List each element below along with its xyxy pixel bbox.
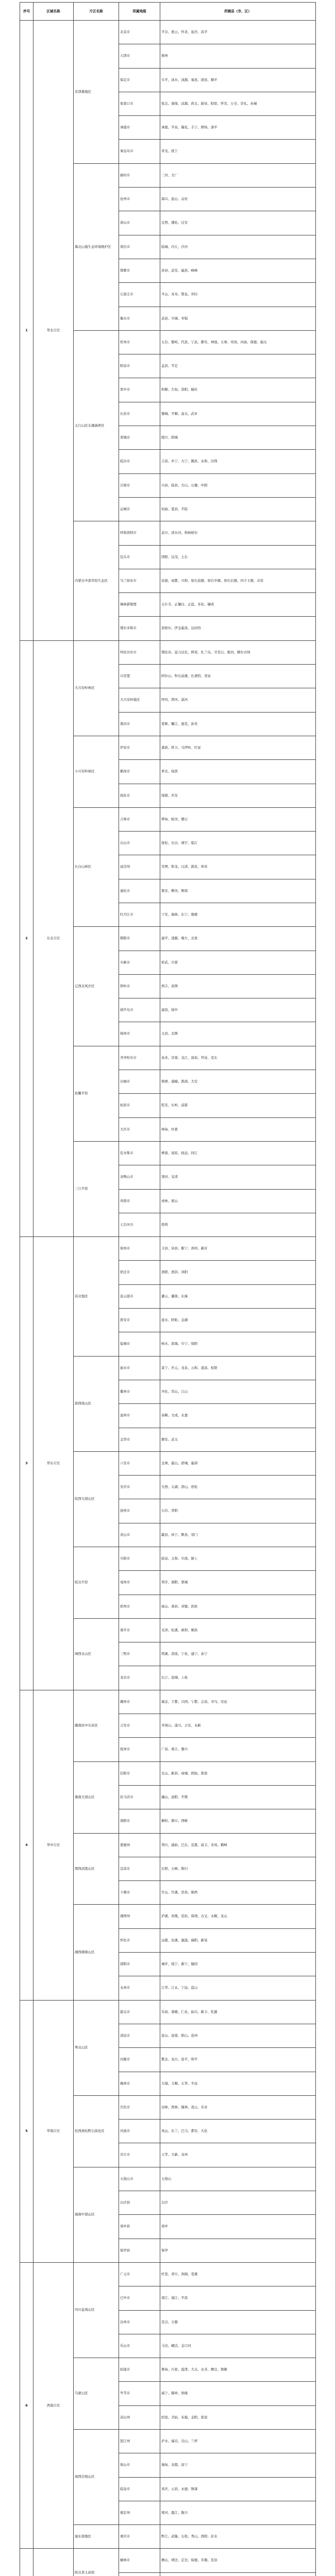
prefecture-cell: 永州市 (119, 1976, 160, 2000)
county-list-cell: 和顺、左权、昔阳、榆社 (160, 378, 316, 402)
county-list-cell: 景宁、庆元、龙泉、云和、遂昌、松阳 (160, 1356, 316, 1380)
subregion-name: 内蒙古中部草原生态区 (74, 521, 119, 640)
county-list-cell: 勃利 (160, 1213, 316, 1236)
prefecture-cell: 运城市 (119, 497, 160, 521)
county-list-cell: 磐安、武义 (160, 1428, 316, 1451)
prefecture-cell: 保亭县 (119, 2239, 160, 2262)
county-list-cell: 紫金、龙川、连平、和平 (160, 2048, 316, 2072)
county-list-cell: 宁安、海林、东宁、穆棱 (160, 903, 316, 926)
prefecture-cell: 韶关市 (119, 2000, 160, 2024)
county-list-cell: 抚松、长白、靖宇、临江 (160, 832, 316, 855)
county-list-cell: 田林、西林、隆林、凌云、乐业 (160, 2095, 316, 2119)
county-list-cell: 萝北、绥滨 (160, 760, 316, 784)
county-list-cell: 横山、靖边、定边、绥德、米脂、佳县 (160, 2549, 316, 2572)
prefecture-cell: 德宏州 (119, 2501, 160, 2524)
county-list-cell: 长汀、连城、上杭 (160, 1666, 316, 1690)
prefecture-cell: 巴中市 (119, 2286, 160, 2310)
prefecture-cell: 吕梁市 (119, 473, 160, 497)
county-list-cell: 石台、青阳 (160, 1499, 316, 1523)
county-list-cell: 岳西、太湖、潜山、宿松 (160, 1476, 316, 1499)
prefecture-cell: 包头市 (119, 545, 160, 569)
prefecture-cell: 保山市 (119, 2453, 160, 2477)
prefecture-cell: 廊坊市 (119, 163, 160, 187)
prefecture-cell: 吉林市 (119, 807, 160, 831)
prefecture-cell: 怒江州 (119, 2429, 160, 2453)
prefecture-cell: 白城市 (119, 1070, 160, 1094)
region-seq: 5 (20, 2000, 34, 2262)
subregion-name: 豫南大别山区 (74, 1761, 119, 1833)
prefecture-cell: 十堰市 (119, 1881, 160, 1905)
county-list-cell: 五指山 (160, 2167, 316, 2191)
county-list-cell: 泸水、福贡、贡山、兰坪 (160, 2429, 316, 2453)
county-list-cell: 江华、江永、宁远、蓝山 (160, 1976, 316, 2000)
header-pref: 所属地级 (119, 3, 160, 21)
county-list-cell: 长阳、五峰、秭归 (160, 1857, 316, 1880)
county-list-cell: 沅陵、辰溪、溆浦、麻阳、新晃 (160, 1928, 316, 1952)
table-row (20, 21, 316, 44)
prefecture-cell: 亳州市 (119, 1571, 160, 1595)
prefecture-cell: 昭通市 (119, 2358, 160, 2382)
county-list-cell: 五台、繁峙、代县、宁武、静乐、神池、五寨、岢岚、河曲、保德、偏关 (160, 330, 316, 354)
prefecture-cell: 承德市 (119, 116, 160, 140)
county-list-cell: 桐柏、淅川、西峡 (160, 1809, 316, 1833)
prefecture-cell: 七台河市 (119, 1213, 160, 1236)
county-list-cell: 武川、清水河、和林格尔 (160, 521, 316, 545)
table-body (20, 21, 316, 2576)
county-list-cell: 承德、平泉、隆化、丰宁、围场、滦平 (160, 116, 316, 140)
prefecture-cell: 晋城市 (119, 426, 160, 450)
county-list-cell: 鲁甸、巧家、盐津、大关、永善、彝良、镇雄 (160, 2358, 316, 2382)
county-list-cell: 梁河、盈江、陇川 (160, 2501, 316, 2524)
prefecture-cell: 白沙县 (119, 2191, 160, 2215)
county-list-cell: 张北、康保、沽源、尚义、蔚县、阳原、怀安、万全、崇礼、赤城 (160, 92, 316, 115)
subregion-name: 滇西边境山区 (74, 2429, 119, 2524)
county-list-cell: 凤庆、云县、永德、镇康 (160, 2477, 316, 2501)
prefecture-cell: 怀化市 (119, 1928, 160, 1952)
region-name: 华中片区 (34, 1690, 74, 2000)
county-list-cell: 天等、大新、龙州 (160, 2143, 316, 2167)
region-name: 西南片区 (34, 2262, 74, 2549)
county-list-cell: 凤山、东兰、巴马、都安、大化 (160, 2120, 316, 2143)
county-list-cell: 泰来、甘南、龙江、富裕、拜泉、克东 (160, 1046, 316, 1070)
region-name: 华东片区 (34, 1237, 74, 1690)
prefecture-cell: 葫芦岛市 (119, 998, 160, 1022)
county-list-cell: 彰武、阜蒙 (160, 951, 316, 974)
prefecture-cell: 通化市 (119, 879, 160, 903)
county-list-cell: 垣曲、夏县、平陆 (160, 497, 316, 521)
table-header-row (20, 3, 316, 21)
county-list-cell: 鄂伦春、莫力达瓦、阿荣、扎兰屯、牙克石、根河、额尔古纳 (160, 640, 316, 664)
subregion-name: 桂西滇桂黔石漠化区 (74, 2095, 119, 2167)
county-list-cell: 陵川、阳城 (160, 426, 316, 450)
prefecture-cell: 金华市 (119, 1428, 160, 1451)
county-list-cell: 集安、柳河、辉南 (160, 879, 316, 903)
county-list-cell: 光山、新县、商城、固始、淮滨 (160, 1761, 316, 1785)
county-list-cell: 城步、绥宁、新宁、隆回 (160, 1953, 316, 1976)
prefecture-cell: 重庆市 (119, 2525, 160, 2549)
county-list-cell: 旺苍、青川、剑阁、苍溪 (160, 2262, 316, 2286)
header-cnty: 所辖县（市、区） (160, 3, 316, 21)
prefecture-cell: 牡丹江市 (119, 903, 160, 926)
county-list-cell: 平山、灵寿、赞皇、井陉 (160, 283, 316, 307)
prefecture-cell: 邵阳市 (119, 1953, 160, 1976)
county-list-cell: 嘉荫、铁力、乌伊岭、红星 (160, 736, 316, 759)
county-list-cell: 呼玛、塔河、漠河 (160, 688, 316, 712)
prefecture-cell: 秦皇岛市 (119, 140, 160, 163)
county-list-cell: 蓟州 (160, 44, 316, 68)
subregion-name: 海南中部山区 (74, 2167, 119, 2262)
prefecture-cell: 南平市 (119, 1618, 160, 1642)
prefecture-cell: 徐州市 (119, 1237, 160, 1261)
table-row (20, 2000, 316, 2024)
prefecture-cell: 唐山市 (119, 211, 160, 235)
header-region: 区域名称 (34, 3, 74, 21)
prefecture-cell: 湘西州 (119, 1905, 160, 1928)
prefecture-cell: 白山市 (119, 832, 160, 855)
subregion-name: 湘西湘南山区 (74, 1905, 119, 2000)
prefecture-cell: 榆林市 (119, 2549, 160, 2572)
region-seq: 2 (20, 640, 34, 1236)
county-list-cell: 乐昌、南雄、仁化、始兴、新丰、乳源 (160, 2000, 316, 2024)
prefecture-cell: 恩施州 (119, 1833, 160, 1857)
county-list-cell: 吉县、乡宁、大宁、隰县、永和、汾西 (160, 450, 316, 473)
county-list-cell: 固阳、达茂、土右 (160, 545, 316, 569)
county-list-cell: 涟水、盱眙、金湖 (160, 1309, 316, 1332)
county-list-cell: 泰顺、文成、永嘉 (160, 1404, 316, 1428)
prefecture-cell: 朝阳市 (119, 927, 160, 951)
county-list-cell: 光泽、松溪、政和、顺昌 (160, 1618, 316, 1642)
subregion-name: 四川盆周山区 (74, 2262, 119, 2358)
prefecture-cell: 连云港市 (119, 1284, 160, 1308)
prefecture-cell: 晋中市 (119, 378, 160, 402)
prefecture-cell: 呼和浩特市 (119, 521, 160, 545)
prefecture-cell: 黄山市 (119, 1523, 160, 1547)
subregion-name: 太行山区水源涵养区 (74, 330, 119, 521)
prefecture-cell: 河源市 (119, 2048, 160, 2072)
county-list-cell: 兴县、临县、方山、石楼、中阳 (160, 473, 316, 497)
prefecture-cell: 绥化市 (119, 784, 160, 807)
prefecture-cell: 伊春市 (119, 736, 160, 759)
county-list-cell: 泸溪、凤凰、花垣、保靖、古丈、永顺、龙山 (160, 1905, 316, 1928)
county-list-cell: 阿尔山、科右前旗、扎赉特、突泉 (160, 665, 316, 688)
county-list-cell: 迁西、遵化、迁安 (160, 211, 316, 235)
county-list-cell: 爱辉、嫩江、逊克、孙吴 (160, 712, 316, 736)
prefecture-cell: 温州市 (119, 1404, 160, 1428)
subregion-name: 赣南原中央苏区 (74, 1690, 119, 1761)
prefecture-cell: 沧州市 (119, 188, 160, 211)
county-list-cell: 准格尔、伊金霍洛、达拉特 (160, 617, 316, 640)
prefecture-cell: 阜新市 (119, 951, 160, 974)
county-list-cell: 灌云、灌南、东海 (160, 1284, 316, 1308)
subregion-name: 鄂西武陵山区 (74, 1833, 119, 1905)
county-list-cell: 武邑、阜城、枣强 (160, 307, 316, 330)
county-list-cell: 镇赉、通榆、洮南、大安 (160, 1070, 316, 1094)
prefecture-cell: 邢台市 (119, 235, 160, 259)
table-row (20, 1690, 316, 1714)
prefecture-cell: 安庆市 (119, 1476, 160, 1499)
region-name: 华北片区 (34, 21, 74, 641)
county-list-cell: 桦南、汤原、抚远、同江 (160, 1141, 316, 1165)
prefecture-cell: 临汾市 (119, 450, 160, 473)
region-name: 东北片区 (34, 640, 74, 1236)
prefecture-cell: 淮安市 (119, 1309, 160, 1332)
county-list-cell: 保亭 (160, 2239, 316, 2262)
prefecture-cell: 佳木斯市 (119, 1141, 160, 1165)
prefecture-cell: 盐城市 (119, 1332, 160, 1356)
subregion-name: 乌蒙山区 (74, 2358, 119, 2430)
prefecture-cell: 锦州市 (119, 1022, 160, 1046)
prefecture-cell: 邯郸市 (119, 259, 160, 282)
county-list-cell: 响水、滨海、阜宁、射阳 (160, 1332, 316, 1356)
county-list-cell: 确山、泌阳、平舆 (160, 1785, 316, 1809)
prefecture-cell: 鹤岗市 (119, 760, 160, 784)
prefecture-cell: 南阳市 (119, 1809, 160, 1833)
prefecture-cell: 双鸭山市 (119, 1165, 160, 1189)
county-list-cell: 井冈山、遂川、万安、永新 (160, 1714, 316, 1738)
county-list-cell: 乾安、长岭、前郭 (160, 1094, 316, 1117)
table-row (20, 1237, 316, 1261)
county-list-cell: 南江、通江、平昌 (160, 2286, 316, 2310)
county-list-cell: 平谷、密云、怀柔、延庆、昌平 (160, 21, 316, 44)
subregion-name: 冀北山地生态环境维护区 (74, 163, 119, 330)
subregion-name: 陕北黄土高原 (74, 2549, 119, 2576)
prefecture-cell: 张家口市 (119, 92, 160, 115)
prefecture-cell: 兴安盟 (119, 665, 160, 688)
region-table (20, 2, 316, 2576)
prefecture-cell: 池州市 (119, 1499, 160, 1523)
county-list-cell: 绥棱、庆安 (160, 784, 316, 807)
prefecture-cell: 黑河市 (119, 712, 160, 736)
prefecture-cell: 铁岭市 (119, 974, 160, 998)
subregion-name: 长白山林区 (74, 807, 119, 926)
prefecture-cell: 丽水市 (119, 1356, 160, 1380)
county-list-cell: 瑞金、于都、兴国、宁都、会昌、寻乌、安远 (160, 1690, 316, 1714)
header-sub: 片区名称 (74, 3, 119, 21)
county-list-cell: 大埔、丰顺、五华、平远 (160, 2072, 316, 2095)
prefecture-cell: 齐齐哈尔市 (119, 1046, 160, 1070)
prefecture-cell: 广元市 (119, 2262, 160, 2286)
county-list-cell: 阜平、涞水、涞源、易县、唐县、顺平 (160, 68, 316, 92)
county-list-cell: 建平、凌源、喀左、北票 (160, 927, 316, 951)
prefecture-cell (119, 2572, 160, 2576)
subregion-name: 皖北平原 (74, 1547, 119, 1619)
county-list-cell: 建昌、绥中 (160, 998, 316, 1022)
prefecture-cell: 延边州 (119, 855, 160, 879)
prefecture-cell: 忻州市 (119, 330, 160, 354)
prefecture-cell: 清远市 (119, 2024, 160, 2047)
county-list-cell: 盂县、平定 (160, 354, 316, 378)
county-list-cell: 利辛、涡阳、蒙城 (160, 1571, 316, 1595)
prefecture-cell: 阳泉市 (119, 354, 160, 378)
prefecture-cell: 临沧市 (119, 2477, 160, 2501)
prefecture-cell: 百色市 (119, 2095, 160, 2119)
region-seq: 3 (20, 1237, 34, 1690)
prefecture-cell: 石家庄市 (119, 283, 160, 307)
county-list-cell: 白沙 (160, 2191, 316, 2215)
county-list-cell: 安图、和龙、汪清、敦化、珲春 (160, 855, 316, 879)
county-list-cell: 砀山、萧县、灵璧、泗县 (160, 1595, 316, 1618)
county-list-cell: 西丰、昌图 (160, 974, 316, 998)
county-list-cell: 黎城、平顺、壶关、武乡 (160, 402, 316, 426)
county-list-cell: 临城、内丘、沙河 (160, 235, 316, 259)
county-list-cell: 利川、建始、巴东、宣恩、咸丰、来凤、鹤峰 (160, 1833, 316, 1857)
county-list-cell: 开化、常山、江山 (160, 1380, 316, 1403)
prefecture-cell: 凉山州 (119, 2405, 160, 2429)
prefecture-cell: 阜阳市 (119, 1547, 160, 1571)
county-list-cell: 金寨、霍山、舒城、霍邱 (160, 1451, 316, 1475)
prefecture-cell: 松原市 (119, 1094, 160, 1117)
table-row (20, 640, 316, 664)
prefecture-cell: 大庆市 (119, 1117, 160, 1141)
prefecture-cell: 驻马店市 (119, 1785, 160, 1809)
prefecture-cell: 大兴安岭地区 (119, 688, 160, 712)
prefecture-cell: 呼伦贝尔市 (119, 640, 160, 664)
county-list-cell: 马边、峨边、金口河 (160, 2334, 316, 2358)
subregion-name: 皖西大别山区 (74, 1451, 119, 1547)
county-list-cell: 竹山、竹溪、房县、郧西 (160, 1881, 316, 1905)
subregion-name: 京津冀地区 (74, 21, 119, 164)
prefecture-cell: 六安市 (119, 1451, 160, 1475)
county-list-cell: 林甸、杜蒙 (160, 1117, 316, 1141)
region-seq: 1 (20, 21, 34, 641)
county-list-cell: 威宁、赫章、纳雍 (160, 2382, 316, 2405)
county-list-cell: 丰县、沛县、睢宁、邳州、新沂 (160, 1237, 316, 1261)
subregion-name: 苏北地区 (74, 1237, 119, 1356)
region-seq: 6 (20, 2262, 34, 2549)
prefecture-cell: 乐山市 (119, 2334, 160, 2358)
county-list-cell: 海兴、盐山、孟村 (160, 188, 316, 211)
prefecture-cell: 信阳市 (119, 1761, 160, 1785)
prefecture-cell: 衡水市 (119, 307, 160, 330)
county-list-cell (160, 2572, 316, 2576)
county-list-cell: 涉县、武安、磁县、峰峰 (160, 259, 316, 282)
region-seq: 4 (20, 1690, 34, 2000)
prefecture-cell: 北京市 (119, 21, 160, 44)
prefecture-cell: 长治市 (119, 402, 160, 426)
county-list-cell: 临泉、太和、阜南、颍上 (160, 1547, 316, 1571)
prefecture-cell: 宜昌市 (119, 1857, 160, 1880)
region-name (34, 2549, 74, 2576)
region-name: 华南片区 (34, 2000, 74, 2262)
county-list-cell: 太仆寺、正镶白、正蓝、多伦、镶黄 (160, 593, 316, 617)
subregion-name: 小兴安岭林区 (74, 736, 119, 807)
prefecture-cell: 乌兰察布市 (119, 569, 160, 592)
county-list-cell: 义县、北镇 (160, 1022, 316, 1046)
prefecture-cell: 达州市 (119, 2310, 160, 2334)
table-row (20, 2262, 316, 2286)
county-list-cell: 青龙、抚宁 (160, 140, 316, 163)
county-list-cell: 黔江、武隆、石柱、秀山、酉阳、彭水 (160, 2525, 316, 2549)
county-list-cell: 三河、大厂 (160, 163, 316, 187)
prefecture-cell: 鸡西市 (119, 1189, 160, 1213)
prefecture-cell: 衢州市 (119, 1380, 160, 1403)
county-list-cell: 广昌、南丰、黎川 (160, 1738, 316, 1761)
prefecture-cell: 天津市 (119, 44, 160, 68)
county-list-cell: 宣汉、万源 (160, 2310, 316, 2334)
prefecture-cell: 赣州市 (119, 1690, 160, 1714)
subregion-name: 松嫩平原 (74, 1046, 119, 1141)
prefecture-cell: 河池市 (119, 2120, 160, 2143)
subregion-name: 辽西北风沙区 (74, 927, 119, 1046)
prefecture-cell: 宿迁市 (119, 1261, 160, 1284)
county-list-cell: 昭觉、美姑、布拖、金阳、雷波 (160, 2405, 316, 2429)
prefecture-cell: 保定市 (119, 68, 160, 92)
region-seq (20, 2549, 34, 2576)
prefecture-cell: 宿州市 (119, 1595, 160, 1618)
county-list-cell: 歙县、休宁、黟县、祁门 (160, 1523, 316, 1547)
prefecture-cell: 琼中县 (119, 2215, 160, 2239)
header-seq: 序号 (20, 3, 34, 21)
subregion-name: 闽西北山区 (74, 1618, 119, 1690)
county-list-cell: 连山、连南、阳山、连州 (160, 2024, 316, 2047)
prefecture-cell: 崇左市 (119, 2143, 160, 2167)
subregion-name: 三江平原 (74, 1141, 119, 1236)
subregion-name: 粤北山区 (74, 2000, 119, 2095)
subregion-name: 大兴安岭林区 (74, 640, 119, 736)
county-list-cell: 明溪、清流、宁化、建宁、泰宁 (160, 1642, 316, 1666)
county-list-cell: 化德、商都、兴和、察右前旗、察右中旗、察右后旗、四子王旗、卓资 (160, 569, 316, 592)
prefecture-cell: 鄂尔多斯市 (119, 617, 160, 640)
document-page (20, 2, 315, 2576)
prefecture-cell: 抚州市 (119, 1738, 160, 1761)
prefecture-cell: 三明市 (119, 1642, 160, 1666)
county-list-cell: 桦甸、蛟河、磐石 (160, 807, 316, 831)
county-list-cell: 虎林、密山 (160, 1189, 316, 1213)
prefecture-cell: 毕节市 (119, 2382, 160, 2405)
prefecture-cell: 吉安市 (119, 1714, 160, 1738)
prefecture-cell: 梅州市 (119, 2072, 160, 2095)
subregion-name: 渝东南地区 (74, 2525, 119, 2549)
prefecture-cell: 五指山市 (119, 2167, 160, 2191)
county-list-cell: 饶河、宝清 (160, 1165, 316, 1189)
county-list-cell: 泗阳、泗洪、沭阳 (160, 1261, 316, 1284)
prefecture-cell: 龙岩市 (119, 1666, 160, 1690)
table-row (20, 2549, 316, 2572)
prefecture-cell: 锡林郭勒盟 (119, 593, 160, 617)
subregion-name: 浙西南山区 (74, 1356, 119, 1451)
county-list-cell: 施甸、龙陵、昌宁 (160, 2453, 316, 2477)
county-list-cell: 琼中 (160, 2215, 316, 2239)
